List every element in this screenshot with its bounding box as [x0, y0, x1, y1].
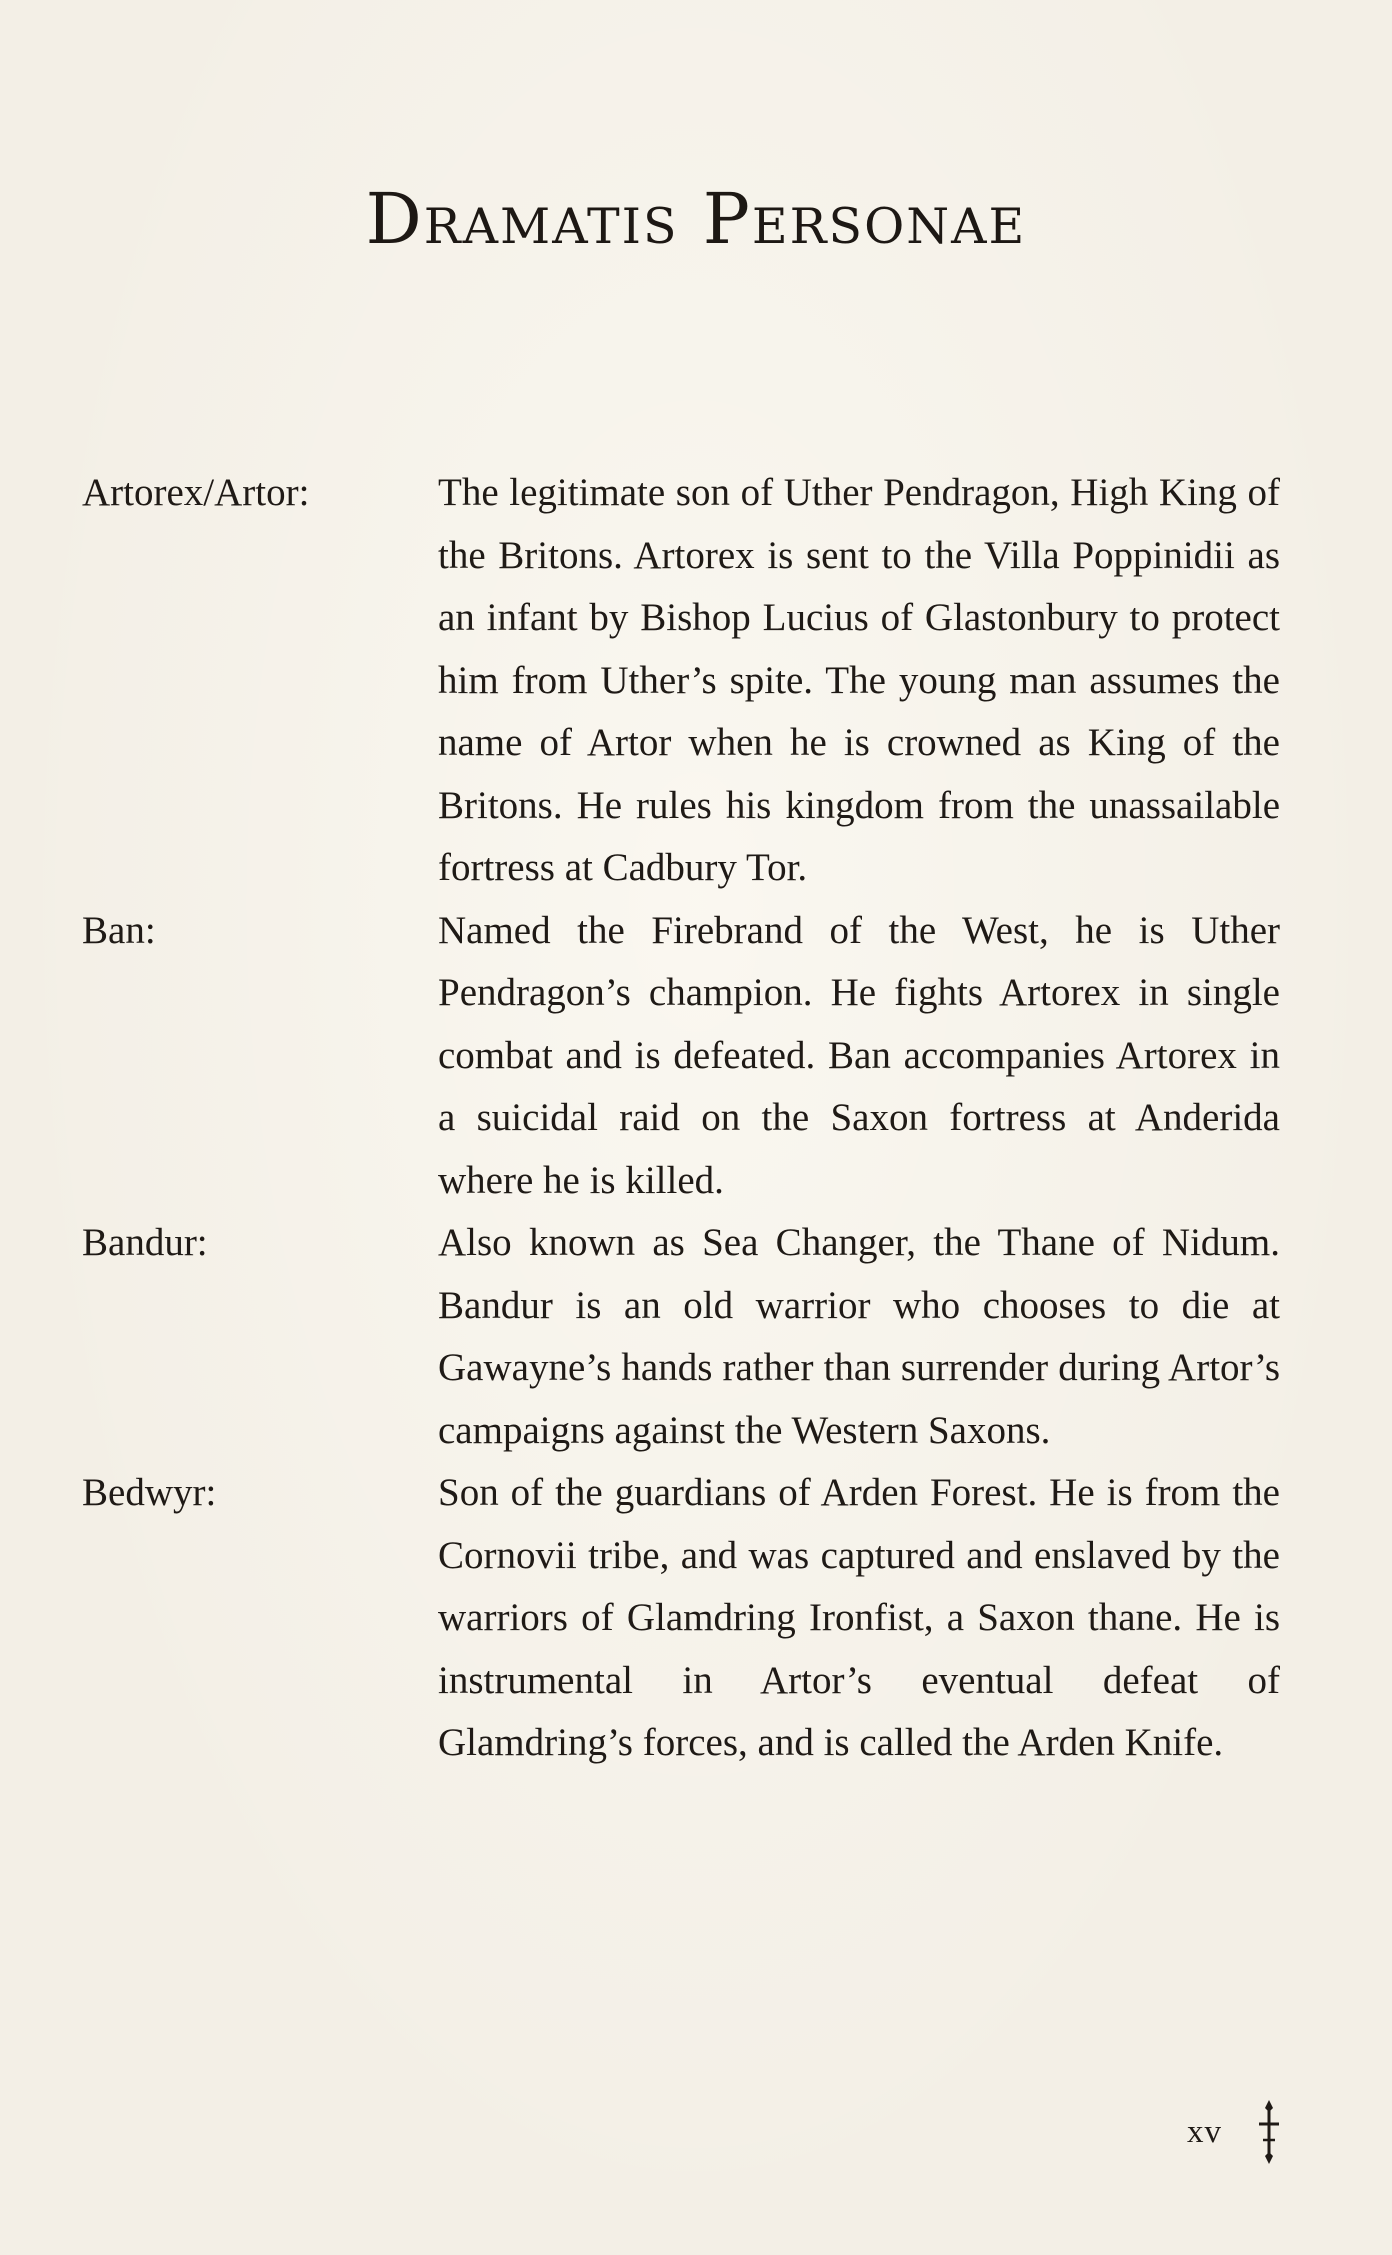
dagger-cross-icon — [1256, 2100, 1282, 2164]
character-description: The legitimate son of Uther Pendragon, High King of the Britons. Artorex is sent to the Villa Poppinidii as an infant by Bishop Lucius of Glastonbury to protect him from Uther’s spite. The young man assumes the name of Artor when he is crowned as King of the Britons. He rules his kingdom from the unassailable fortress at Cadbury Tor. — [438, 471, 1280, 889]
character-entry-ban — [82, 900, 1282, 1213]
character-name: Artorex/Artor: — [82, 471, 310, 514]
character-description: Named the Firebrand of the West, he is Uther Pendragon’s champion. He fights Artorex in single combat and is defeated. Ban accompanies Artorex in a suicidal raid on the Saxon fortress at Anderida where he is killed. — [438, 908, 1280, 1202]
character-entry-bedwyr — [82, 1462, 1282, 1775]
character-entry-bandur — [82, 1212, 1282, 1462]
character-name: Ban: — [82, 908, 156, 952]
character-entry-artorex — [82, 462, 1282, 900]
character-name: Bandur: — [82, 1221, 208, 1264]
character-description: Son of the guardians of Arden Forest. He is from the Cornovii tribe, and was captured and enslaved by the warriors of Glamdring Ironfist, a Saxon thane. He is instrumental in Artor’s eventual defeat of Glamdring’s forces, and is called the Arden Knife. — [438, 1471, 1280, 1764]
character-description: Also known as Sea Changer, the Thane of Nidum. Bandur is an old warrior who chooses to die at Gawayne’s hands rather than surrender during Artor’s campaigns against the Western Saxons. — [438, 1221, 1280, 1452]
character-list — [82, 462, 1282, 1775]
page-number: xv — [1187, 2113, 1222, 2150]
character-name: Bedwyr: — [82, 1471, 217, 1514]
page-footer — [1187, 2100, 1282, 2164]
page-title: Dramatis Personae — [365, 178, 1027, 260]
